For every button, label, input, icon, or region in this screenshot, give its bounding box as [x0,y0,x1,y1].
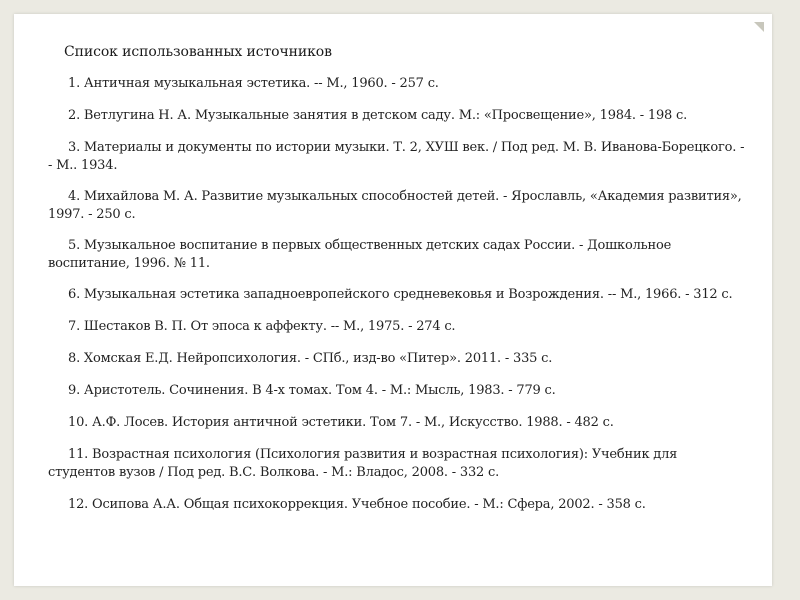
list-item: 1. Античная музыкальная эстетика. -- М., 1960. - 257 с. [68,76,439,91]
slide [14,14,772,586]
list-item: 5. Музыкальное воспитание в первых общественных детских садах России. - Дошкольное воспитание, 1996. № 11. [48,238,672,271]
list-item: 12. Осипова А.А. Общая психокоррекция. Учебное пособие. - М.: Сфера, 2002. - 358 с. [68,497,646,512]
list-item: 6. Музыкальная эстетика западноевропейского средневековья и Возрождения. -- М., 1966. - 312 с. [68,287,733,302]
page-title: Список использованных источников [64,44,332,60]
list-item: 8. Хомская Е.Д. Нейропсихология. - СПб., изд-во «Питер». 2011. - 335 с. [68,351,553,366]
list-item: 7. Шестаков В. П. От эпоса к аффекту. -- М., 1975. - 274 с. [68,319,456,334]
list-item: 3. Материалы и документы по истории музыки. Т. 2, ХУШ век. / Под ред. М. В. Иванова-Борецкого. -- М.. 1934. [48,140,745,173]
list-item: 11. Возрастная психология (Психология развития и возрастная психология): Учебник для студентов вузов / Под ред. В.С. Волкова. - М.: Владос, 2008. - 332 с. [48,447,678,480]
list-item: 2. Ветлугина Н. А. Музыкальные занятия в детском саду. М.: «Просвещение», 1984. - 198 с. [68,108,688,123]
list-item: 4. Михайлова М. А. Развитие музыкальных способностей детей. - Ярославль, «Академия развития», 1997. - 250 с. [48,189,742,222]
corner-mark-icon [752,20,766,34]
list-item: 9. Аристотель. Сочинения. В 4-х томах. Том 4. - М.: Мысль, 1983. - 779 с. [68,383,556,398]
reference-list [48,75,748,528]
list-item: 10. А.Ф. Лосев. История античной эстетики. Том 7. - М., Искусство. 1988. - 482 с. [68,415,614,430]
